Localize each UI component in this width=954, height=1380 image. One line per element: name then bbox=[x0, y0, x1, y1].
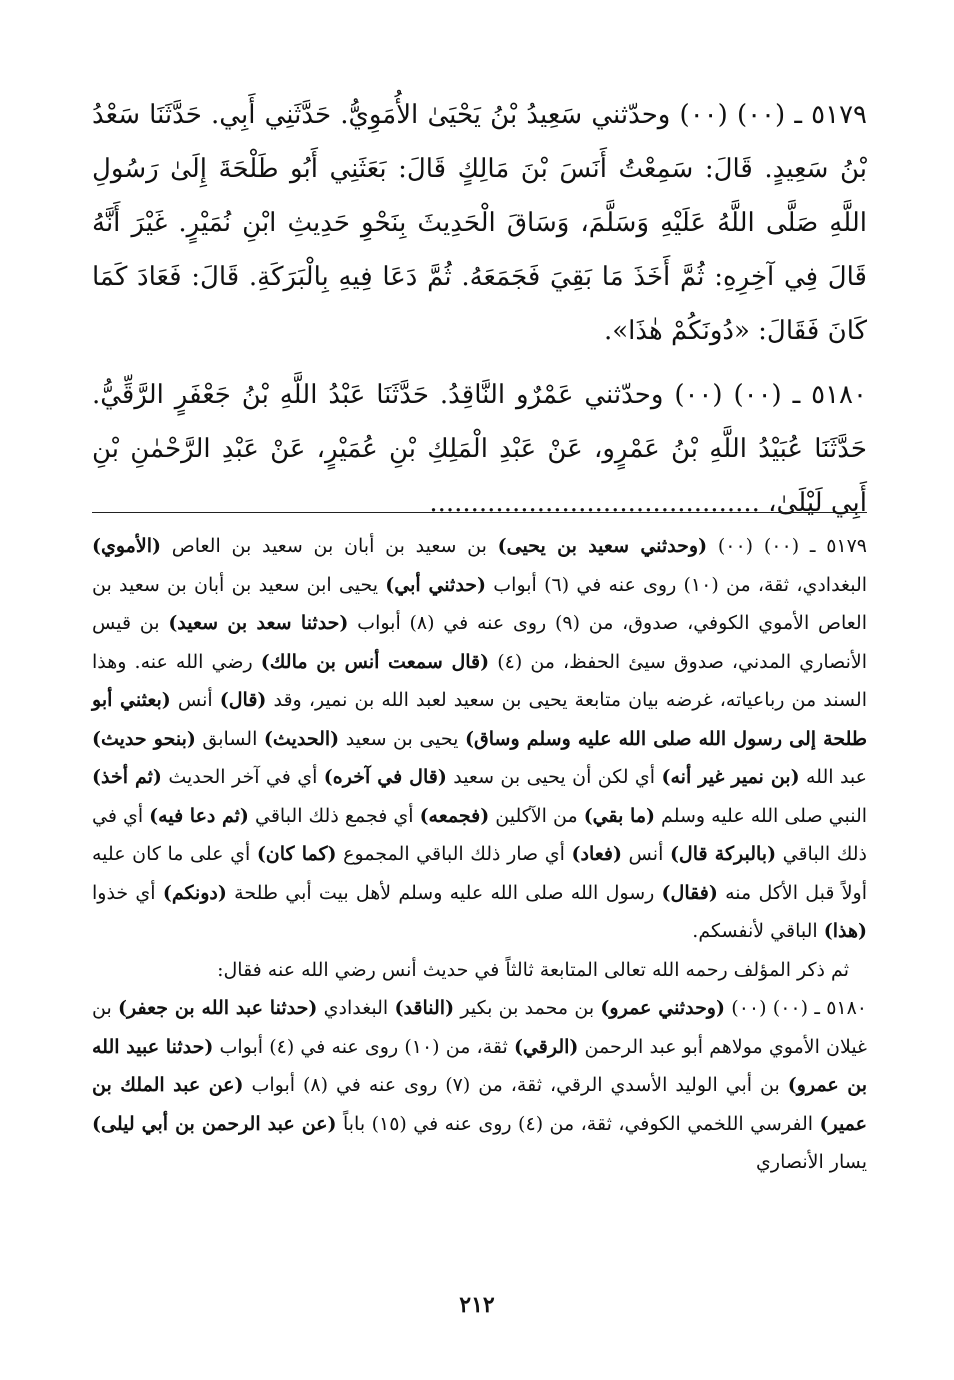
bold-quote: (ثم أخذ) bbox=[92, 766, 162, 788]
commentary-text: يحيى بن سعيد bbox=[339, 727, 466, 750]
commentary-text: أنس bbox=[170, 689, 220, 711]
commentary-text: أنس bbox=[621, 843, 670, 865]
hadith-text bbox=[92, 88, 867, 530]
bold-quote: (بالبركة قال) bbox=[669, 843, 777, 865]
bold-quote: (الرقي) bbox=[513, 1035, 579, 1058]
page-number: ٢١٢ bbox=[459, 1292, 495, 1318]
bold-quote: (بعثني أبو طلحة إلى رسول الله صلى الله عليه وسلم وساق) bbox=[92, 689, 868, 750]
commentary-text: ثقة، من (١٠) روى عنه في (٤) أبواب bbox=[213, 1035, 514, 1058]
bold-quote: (وحدثني سعيد بن يحيى) bbox=[497, 535, 708, 557]
bold-quote: (ما بقي) bbox=[583, 804, 655, 827]
commentary-text: ٥١٧٩ ـ (٠٠) (٠٠) bbox=[707, 535, 868, 557]
bold-quote: (فجمعه) bbox=[419, 804, 490, 827]
commentary-text: بن قيس الأنصاري المدني، صدوق سيئ الحفظ، من (٤) bbox=[92, 612, 868, 673]
commentary-5180 bbox=[92, 989, 867, 1182]
bold-quote: (حدثنا عبد الله بن جعفر) bbox=[118, 997, 318, 1019]
commentary-text: بن أبي الوليد الأسدي الرقي، ثقة، من (٧) روى عنه في (٨) أبواب bbox=[243, 1074, 788, 1096]
commentary-text: أي على ما كان عليه أولاً قبل الأكل منه bbox=[92, 843, 867, 904]
commentary-text: رسول الله صلى الله عليه وسلم لأهل بيت أبي طلحة bbox=[226, 881, 662, 904]
commentary-text: من الآكلين bbox=[489, 804, 584, 827]
commentary-text: البغدادي، ثقة، من (١٠) روى عنه في (٦) أبواب bbox=[486, 573, 868, 596]
bold-quote: (هذا) bbox=[823, 920, 867, 942]
bold-quote: (الأموي) bbox=[92, 535, 161, 557]
commentary-text: أي فجمع ذلك الباقي bbox=[248, 804, 420, 827]
commentary-intro: ثم ذكر المؤلف رحمه الله تعالى المتابعة ثالثاً في حديث أنس رضي الله عنه فقال: bbox=[217, 958, 849, 981]
bold-quote: (فعاد) bbox=[571, 843, 622, 865]
bold-quote: (بن نمير غير أنه) bbox=[661, 766, 800, 788]
commentary-text: يسار الأنصاري bbox=[756, 1151, 867, 1173]
bold-quote: (حدثنا عبيد الله بن عمرو) bbox=[92, 1035, 867, 1096]
hadith-5180: ٥١٨٠ ـ (٠٠) (٠٠) وحدّثني عَمْرٌو النَّاقِدُ. حَدَّثَنَا عَبْدُ اللَّهِ بْنُ جَعْفَرٍ الرَّقِّيُّ. حَدَّثَنَا عُبَيْدُ اللَّهِ بْنُ عَمْرٍو، عَنْ عَبْدِ الْمَلِكِ بْنِ عُمَيْرٍ، عَنْ عَبْدِ الرَّحْمٰنِ بْنِ أَبِي لَيْلَىٰ، ........................................ bbox=[92, 380, 867, 518]
bold-quote: (حدثني أبي) bbox=[385, 573, 487, 596]
commentary-text: أي في ذلك الباقي bbox=[92, 804, 867, 865]
commentary-5179 bbox=[92, 527, 867, 951]
commentary-text: السابق bbox=[195, 727, 264, 750]
bold-quote: (قال سمعت أنس بن مالك) bbox=[260, 650, 490, 673]
bold-quote: (قال في آخره) bbox=[323, 766, 447, 788]
commentary-text: أي صار ذلك الباقي المجموع bbox=[336, 843, 572, 865]
commentary-text: أي في آخر الحديث bbox=[161, 766, 324, 788]
commentary-text: رضي الله عنه. وهذا السند من رباعياته، غرضه بيان متابعة يحيى بن سعيد لعبد الله بن نمير، وقد bbox=[92, 650, 867, 711]
commentary-text: أي خذوا bbox=[92, 881, 163, 904]
bold-quote: (قال) bbox=[219, 689, 267, 711]
footnote-separator bbox=[92, 512, 867, 513]
bold-quote: (دونكم) bbox=[162, 881, 227, 904]
bold-quote: (حدثنا سعد بن سعيد) bbox=[168, 612, 349, 634]
bold-quote: (فقال) bbox=[661, 881, 718, 904]
commentary-text: الباقي لأنفسكم. bbox=[692, 920, 824, 942]
commentary-text: البغدادي bbox=[317, 997, 395, 1019]
bold-quote: (كما كان) bbox=[256, 843, 337, 865]
commentary-text: بن سعيد بن أبان بن سعيد بن العاص bbox=[160, 535, 498, 557]
commentary-text: النبي صلى الله عليه وسلم bbox=[655, 804, 868, 827]
bold-quote: (وحدثني عمرو) bbox=[600, 997, 725, 1019]
commentary bbox=[92, 527, 867, 1182]
bold-quote: (الناقد) bbox=[394, 997, 455, 1019]
commentary-text: أي لكن أن يحيى بن سعيد bbox=[446, 766, 662, 788]
commentary-text: عبد الله bbox=[799, 766, 867, 788]
commentary-text: ٥١٨٠ ـ (٠٠) (٠٠) bbox=[724, 997, 868, 1019]
commentary-text: بن محمد بن بكير bbox=[454, 997, 601, 1019]
bold-quote: (عن عبد الرحمن بن أبي ليلى) bbox=[92, 1112, 337, 1135]
commentary-text: الفرسي اللخمي الكوفي، ثقة، من (٤) روى عنه في (١٥) باباً bbox=[336, 1112, 820, 1135]
commentary-text: يحيى ابن سعيد بن أبان بن سعيد بن العاص الأموي الكوفي، صدوق، من (٩) روى عنه في (٨) أبواب bbox=[92, 573, 867, 634]
bold-quote: (الحديث) bbox=[263, 727, 340, 750]
hadith-5179: ٥١٧٩ ـ (٠٠) (٠٠) وحدّثني سَعِيدُ بْنُ يَحْيَىٰ الأُمَوِيُّ. حَدَّثَنِي أَبِي. حَدَّثَنَا سَعْدُ بْنُ سَعِيدٍ. قَالَ: سَمِعْتُ أَنَسَ بْنَ مَالِكٍ قَالَ: بَعَثَنِي أَبُو طَلْحَةَ إِلَىٰ رَسُولِ اللَّهِ صَلَّى اللَّهُ عَلَيْهِ وَسَلَّمَ، وَسَاقَ الْحَدِيثَ بِنَحْوِ حَدِيثِ ابْنِ نُمَيْرٍ. غَيْرَ أَنَّهُ قَالَ فِي آخِرِهِ: ثُمَّ أَخَذَ مَا بَقِيَ فَجَمَعَهُ. ثُمَّ دَعَا فِيهِ بِالْبَرَكَةِ. قَالَ: فَعَادَ كَمَا كَانَ فَقَالَ: «دُونَكُمْ هٰذَا». bbox=[92, 100, 867, 346]
commentary-text: بن غيلان الأموي مولاهم أبو عبد الرحمن bbox=[92, 997, 867, 1058]
bold-quote: (بنحو حديث) bbox=[92, 727, 196, 750]
bold-quote: (ثم دعا فيه) bbox=[149, 804, 249, 827]
bold-quote: (عن عبد الملك بن عمير) bbox=[92, 1074, 867, 1135]
